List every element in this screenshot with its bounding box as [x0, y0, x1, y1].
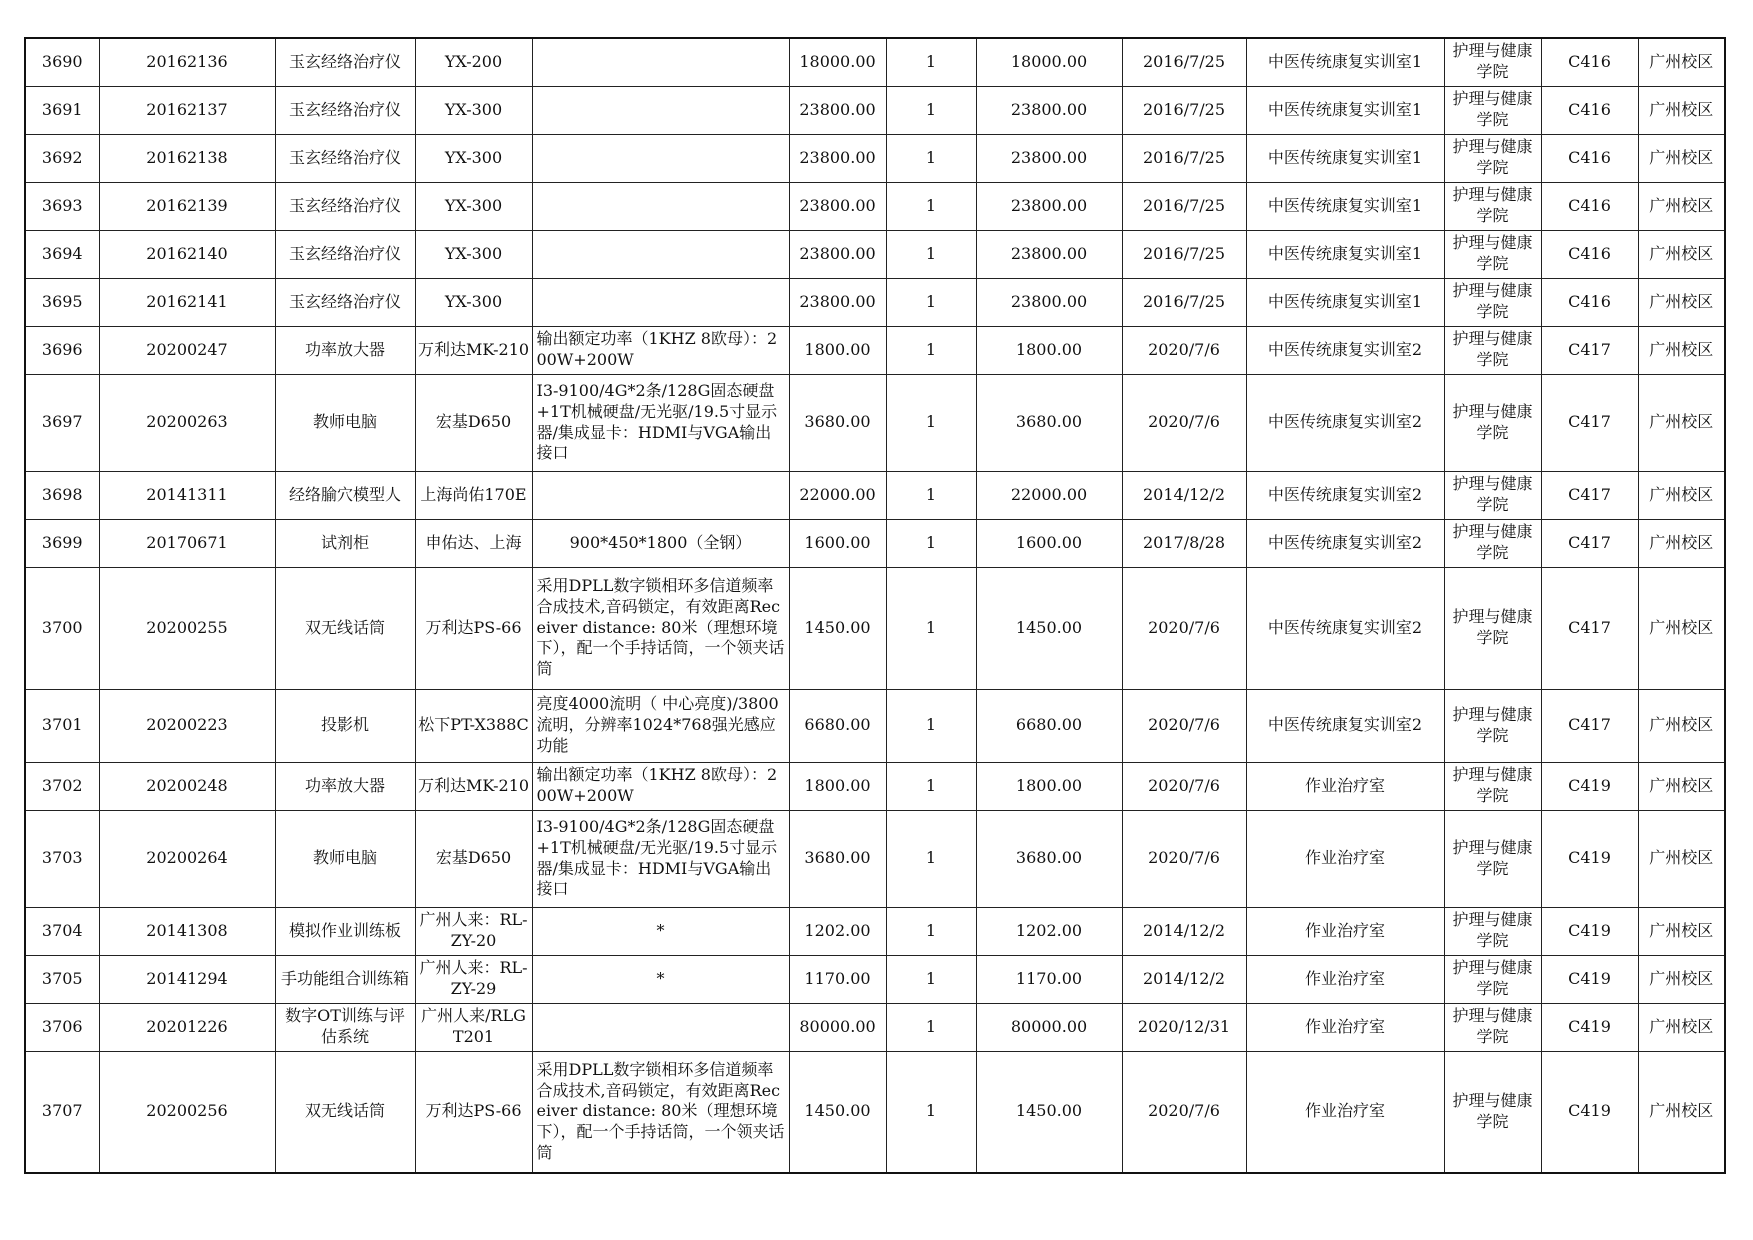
cell-location: C417	[1541, 326, 1638, 374]
equipment-table	[24, 37, 1726, 1174]
cell-asset-code: 20201226	[99, 1003, 275, 1051]
cell-purchase-date: 2014/12/2	[1122, 955, 1246, 1003]
cell-asset-code: 20162141	[99, 278, 275, 326]
cell-department: 护理与健康学院	[1444, 519, 1541, 567]
cell-asset-code: 20162138	[99, 134, 275, 182]
cell-model: 上海尚佑170E	[415, 471, 532, 519]
table-row	[25, 278, 1725, 326]
cell-model: 万利达MK-210	[415, 762, 532, 810]
cell-unit-price: 1202.00	[789, 907, 886, 955]
cell-model: 宏基D650	[415, 374, 532, 471]
cell-purchase-date: 2020/7/6	[1122, 567, 1246, 689]
cell-asset-code: 20170671	[99, 519, 275, 567]
cell-quantity: 1	[886, 955, 976, 1003]
cell-purchase-date: 2020/7/6	[1122, 1051, 1246, 1173]
table-row	[25, 907, 1725, 955]
cell-quantity: 1	[886, 907, 976, 955]
cell-room: 中医传统康复实训室1	[1246, 86, 1444, 134]
cell-campus: 广州校区	[1638, 38, 1725, 86]
cell-unit-price: 3680.00	[789, 810, 886, 907]
cell-campus: 广州校区	[1638, 762, 1725, 810]
cell-room: 中医传统康复实训室2	[1246, 374, 1444, 471]
cell-campus: 广州校区	[1638, 134, 1725, 182]
table-body	[25, 38, 1725, 1173]
cell-department: 护理与健康学院	[1444, 134, 1541, 182]
cell-room: 中医传统康复实训室2	[1246, 519, 1444, 567]
cell-total: 23800.00	[976, 86, 1122, 134]
table-row	[25, 86, 1725, 134]
cell-location: C419	[1541, 1003, 1638, 1051]
cell-asset-code: 20162140	[99, 230, 275, 278]
cell-spec	[532, 278, 789, 326]
cell-quantity: 1	[886, 689, 976, 762]
cell-total: 80000.00	[976, 1003, 1122, 1051]
cell-model: 万利达MK-210	[415, 326, 532, 374]
cell-asset-code: 20141294	[99, 955, 275, 1003]
cell-location: C417	[1541, 519, 1638, 567]
cell-spec: I3-9100/4G*2条/128G固态硬盘+1T机械硬盘/无光驱/19.5寸显示器/集成显卡：HDMI与VGA输出接口	[532, 810, 789, 907]
cell-department: 护理与健康学院	[1444, 907, 1541, 955]
cell-asset-code: 20200264	[99, 810, 275, 907]
cell-quantity: 1	[886, 182, 976, 230]
cell-equipment-name: 功率放大器	[275, 762, 415, 810]
cell-spec: *	[532, 955, 789, 1003]
cell-asset-code: 20200223	[99, 689, 275, 762]
cell-spec	[532, 182, 789, 230]
cell-campus: 广州校区	[1638, 278, 1725, 326]
cell-department: 护理与健康学院	[1444, 230, 1541, 278]
cell-purchase-date: 2016/7/25	[1122, 278, 1246, 326]
cell-spec	[532, 1003, 789, 1051]
cell-spec	[532, 134, 789, 182]
cell-campus: 广州校区	[1638, 567, 1725, 689]
table-row	[25, 1003, 1725, 1051]
cell-spec: 采用DPLL数字锁相环多信道频率合成技术,音码锁定，有效距离Receiver distance: 80米（理想环境下），配一个手持话筒，一个领夹话筒	[532, 1051, 789, 1173]
cell-purchase-date: 2016/7/25	[1122, 182, 1246, 230]
cell-purchase-date: 2014/12/2	[1122, 907, 1246, 955]
cell-no: 3704	[25, 907, 99, 955]
table-row	[25, 1051, 1725, 1173]
cell-location: C417	[1541, 374, 1638, 471]
cell-equipment-name: 玉玄经络治疗仪	[275, 38, 415, 86]
cell-purchase-date: 2017/8/28	[1122, 519, 1246, 567]
cell-equipment-name: 经络腧穴模型人	[275, 471, 415, 519]
cell-no: 3690	[25, 38, 99, 86]
cell-total: 1202.00	[976, 907, 1122, 955]
cell-total: 1800.00	[976, 326, 1122, 374]
cell-no: 3700	[25, 567, 99, 689]
cell-total: 3680.00	[976, 810, 1122, 907]
cell-model: 宏基D650	[415, 810, 532, 907]
cell-location: C416	[1541, 38, 1638, 86]
cell-equipment-name: 手功能组合训练箱	[275, 955, 415, 1003]
cell-department: 护理与健康学院	[1444, 810, 1541, 907]
cell-no: 3699	[25, 519, 99, 567]
cell-unit-price: 1800.00	[789, 762, 886, 810]
cell-campus: 广州校区	[1638, 810, 1725, 907]
cell-quantity: 1	[886, 471, 976, 519]
cell-room: 中医传统康复实训室1	[1246, 230, 1444, 278]
cell-asset-code: 20141308	[99, 907, 275, 955]
cell-equipment-name: 教师电脑	[275, 810, 415, 907]
cell-quantity: 1	[886, 519, 976, 567]
cell-campus: 广州校区	[1638, 230, 1725, 278]
cell-campus: 广州校区	[1638, 955, 1725, 1003]
cell-campus: 广州校区	[1638, 907, 1725, 955]
cell-campus: 广州校区	[1638, 519, 1725, 567]
table-row	[25, 519, 1725, 567]
cell-department: 护理与健康学院	[1444, 326, 1541, 374]
cell-department: 护理与健康学院	[1444, 374, 1541, 471]
cell-no: 3695	[25, 278, 99, 326]
cell-department: 护理与健康学院	[1444, 762, 1541, 810]
cell-purchase-date: 2020/7/6	[1122, 374, 1246, 471]
cell-purchase-date: 2014/12/2	[1122, 471, 1246, 519]
table-row	[25, 689, 1725, 762]
cell-spec: 亮度4000流明（ 中心亮度)/3800流明，分辨率1024*768强光感应功能	[532, 689, 789, 762]
cell-unit-price: 3680.00	[789, 374, 886, 471]
cell-location: C419	[1541, 955, 1638, 1003]
cell-department: 护理与健康学院	[1444, 689, 1541, 762]
cell-no: 3702	[25, 762, 99, 810]
cell-room: 作业治疗室	[1246, 1051, 1444, 1173]
cell-equipment-name: 玉玄经络治疗仪	[275, 86, 415, 134]
cell-equipment-name: 试剂柜	[275, 519, 415, 567]
cell-campus: 广州校区	[1638, 326, 1725, 374]
table-row	[25, 230, 1725, 278]
cell-room: 中医传统康复实训室1	[1246, 278, 1444, 326]
cell-no: 3694	[25, 230, 99, 278]
cell-department: 护理与健康学院	[1444, 1003, 1541, 1051]
cell-department: 护理与健康学院	[1444, 86, 1541, 134]
cell-equipment-name: 数字OT训练与评估系统	[275, 1003, 415, 1051]
cell-no: 3692	[25, 134, 99, 182]
cell-unit-price: 23800.00	[789, 182, 886, 230]
table-row	[25, 326, 1725, 374]
cell-quantity: 1	[886, 1003, 976, 1051]
cell-department: 护理与健康学院	[1444, 567, 1541, 689]
cell-room: 作业治疗室	[1246, 810, 1444, 907]
table-row	[25, 471, 1725, 519]
cell-location: C417	[1541, 471, 1638, 519]
cell-total: 23800.00	[976, 134, 1122, 182]
cell-location: C416	[1541, 230, 1638, 278]
table-row	[25, 567, 1725, 689]
cell-room: 中医传统康复实训室1	[1246, 182, 1444, 230]
table-row	[25, 762, 1725, 810]
cell-asset-code: 20162136	[99, 38, 275, 86]
table-row	[25, 182, 1725, 230]
cell-room: 作业治疗室	[1246, 762, 1444, 810]
cell-total: 23800.00	[976, 278, 1122, 326]
cell-model: YX-300	[415, 86, 532, 134]
cell-no: 3707	[25, 1051, 99, 1173]
cell-spec: 采用DPLL数字锁相环多信道频率合成技术,音码锁定，有效距离Receiver distance: 80米（理想环境下），配一个手持话筒，一个领夹话筒	[532, 567, 789, 689]
cell-spec	[532, 38, 789, 86]
cell-purchase-date: 2016/7/25	[1122, 134, 1246, 182]
cell-purchase-date: 2020/7/6	[1122, 326, 1246, 374]
cell-no: 3691	[25, 86, 99, 134]
cell-location: C419	[1541, 810, 1638, 907]
cell-asset-code: 20162139	[99, 182, 275, 230]
cell-room: 作业治疗室	[1246, 1003, 1444, 1051]
cell-campus: 广州校区	[1638, 182, 1725, 230]
cell-spec: 输出额定功率（1KHZ 8欧母）：200W+200W	[532, 326, 789, 374]
cell-quantity: 1	[886, 134, 976, 182]
cell-unit-price: 6680.00	[789, 689, 886, 762]
cell-model: YX-300	[415, 230, 532, 278]
cell-campus: 广州校区	[1638, 374, 1725, 471]
cell-asset-code: 20162137	[99, 86, 275, 134]
cell-room: 作业治疗室	[1246, 955, 1444, 1003]
cell-location: C417	[1541, 567, 1638, 689]
cell-unit-price: 1800.00	[789, 326, 886, 374]
cell-department: 护理与健康学院	[1444, 38, 1541, 86]
table-row	[25, 810, 1725, 907]
cell-asset-code: 20200255	[99, 567, 275, 689]
cell-model: 松下PT-X388C	[415, 689, 532, 762]
cell-room: 中医传统康复实训室1	[1246, 134, 1444, 182]
cell-location: C416	[1541, 134, 1638, 182]
cell-equipment-name: 玉玄经络治疗仪	[275, 134, 415, 182]
cell-equipment-name: 功率放大器	[275, 326, 415, 374]
cell-total: 1600.00	[976, 519, 1122, 567]
cell-spec	[532, 471, 789, 519]
cell-purchase-date: 2020/12/31	[1122, 1003, 1246, 1051]
cell-campus: 广州校区	[1638, 1003, 1725, 1051]
cell-total: 1450.00	[976, 567, 1122, 689]
cell-quantity: 1	[886, 86, 976, 134]
cell-unit-price: 23800.00	[789, 230, 886, 278]
cell-room: 中医传统康复实训室1	[1246, 38, 1444, 86]
cell-unit-price: 18000.00	[789, 38, 886, 86]
cell-location: C417	[1541, 689, 1638, 762]
cell-spec	[532, 86, 789, 134]
cell-unit-price: 22000.00	[789, 471, 886, 519]
cell-department: 护理与健康学院	[1444, 278, 1541, 326]
cell-room: 中医传统康复实训室2	[1246, 567, 1444, 689]
cell-model: YX-200	[415, 38, 532, 86]
cell-purchase-date: 2016/7/25	[1122, 38, 1246, 86]
cell-equipment-name: 模拟作业训练板	[275, 907, 415, 955]
cell-total: 23800.00	[976, 182, 1122, 230]
cell-purchase-date: 2016/7/25	[1122, 230, 1246, 278]
cell-campus: 广州校区	[1638, 689, 1725, 762]
cell-model: 申佑达、上海	[415, 519, 532, 567]
cell-quantity: 1	[886, 230, 976, 278]
cell-location: C419	[1541, 762, 1638, 810]
cell-total: 1170.00	[976, 955, 1122, 1003]
cell-asset-code: 20200247	[99, 326, 275, 374]
cell-department: 护理与健康学院	[1444, 182, 1541, 230]
cell-asset-code: 20141311	[99, 471, 275, 519]
cell-model: 万利达PS-66	[415, 1051, 532, 1173]
table-row	[25, 374, 1725, 471]
cell-equipment-name: 双无线话筒	[275, 1051, 415, 1173]
cell-equipment-name: 玉玄经络治疗仪	[275, 182, 415, 230]
cell-unit-price: 23800.00	[789, 134, 886, 182]
cell-department: 护理与健康学院	[1444, 471, 1541, 519]
cell-total: 6680.00	[976, 689, 1122, 762]
cell-quantity: 1	[886, 38, 976, 86]
cell-no: 3703	[25, 810, 99, 907]
cell-room: 中医传统康复实训室2	[1246, 471, 1444, 519]
cell-model: YX-300	[415, 134, 532, 182]
cell-equipment-name: 双无线话筒	[275, 567, 415, 689]
cell-location: C416	[1541, 86, 1638, 134]
cell-no: 3701	[25, 689, 99, 762]
cell-asset-code: 20200263	[99, 374, 275, 471]
cell-campus: 广州校区	[1638, 86, 1725, 134]
cell-no: 3697	[25, 374, 99, 471]
cell-campus: 广州校区	[1638, 471, 1725, 519]
cell-quantity: 1	[886, 567, 976, 689]
cell-unit-price: 23800.00	[789, 278, 886, 326]
cell-asset-code: 20200256	[99, 1051, 275, 1173]
cell-total: 23800.00	[976, 230, 1122, 278]
cell-asset-code: 20200248	[99, 762, 275, 810]
cell-spec	[532, 230, 789, 278]
cell-total: 22000.00	[976, 471, 1122, 519]
cell-location: C416	[1541, 182, 1638, 230]
cell-purchase-date: 2016/7/25	[1122, 86, 1246, 134]
cell-quantity: 1	[886, 1051, 976, 1173]
cell-unit-price: 1170.00	[789, 955, 886, 1003]
cell-location: C419	[1541, 1051, 1638, 1173]
cell-quantity: 1	[886, 810, 976, 907]
cell-purchase-date: 2020/7/6	[1122, 810, 1246, 907]
cell-total: 1800.00	[976, 762, 1122, 810]
cell-room: 中医传统康复实训室2	[1246, 689, 1444, 762]
cell-model: 广州人来：RL-ZY-29	[415, 955, 532, 1003]
cell-equipment-name: 玉玄经络治疗仪	[275, 230, 415, 278]
cell-campus: 广州校区	[1638, 1051, 1725, 1173]
cell-quantity: 1	[886, 374, 976, 471]
cell-no: 3705	[25, 955, 99, 1003]
cell-equipment-name: 玉玄经络治疗仪	[275, 278, 415, 326]
cell-model: 广州人来/RLGT201	[415, 1003, 532, 1051]
table-row	[25, 38, 1725, 86]
cell-no: 3696	[25, 326, 99, 374]
cell-model: YX-300	[415, 182, 532, 230]
cell-location: C419	[1541, 907, 1638, 955]
cell-no: 3693	[25, 182, 99, 230]
cell-no: 3706	[25, 1003, 99, 1051]
cell-equipment-name: 投影机	[275, 689, 415, 762]
cell-no: 3698	[25, 471, 99, 519]
cell-model: 广州人来：RL-ZY-20	[415, 907, 532, 955]
cell-total: 1450.00	[976, 1051, 1122, 1173]
cell-spec: I3-9100/4G*2条/128G固态硬盘+1T机械硬盘/无光驱/19.5寸显示器/集成显卡：HDMI与VGA输出接口	[532, 374, 789, 471]
cell-purchase-date: 2020/7/6	[1122, 689, 1246, 762]
cell-spec: 输出额定功率（1KHZ 8欧母）：200W+200W	[532, 762, 789, 810]
cell-quantity: 1	[886, 326, 976, 374]
table-row	[25, 955, 1725, 1003]
cell-room: 中医传统康复实训室2	[1246, 326, 1444, 374]
table-row	[25, 134, 1725, 182]
cell-location: C416	[1541, 278, 1638, 326]
cell-total: 3680.00	[976, 374, 1122, 471]
cell-department: 护理与健康学院	[1444, 955, 1541, 1003]
cell-unit-price: 23800.00	[789, 86, 886, 134]
cell-room: 作业治疗室	[1246, 907, 1444, 955]
cell-spec: 900*450*1800（全钢）	[532, 519, 789, 567]
cell-quantity: 1	[886, 278, 976, 326]
cell-unit-price: 1600.00	[789, 519, 886, 567]
cell-model: YX-300	[415, 278, 532, 326]
cell-model: 万利达PS-66	[415, 567, 532, 689]
cell-total: 18000.00	[976, 38, 1122, 86]
cell-spec: *	[532, 907, 789, 955]
cell-quantity: 1	[886, 762, 976, 810]
cell-purchase-date: 2020/7/6	[1122, 762, 1246, 810]
cell-department: 护理与健康学院	[1444, 1051, 1541, 1173]
cell-unit-price: 1450.00	[789, 567, 886, 689]
cell-unit-price: 80000.00	[789, 1003, 886, 1051]
cell-unit-price: 1450.00	[789, 1051, 886, 1173]
cell-equipment-name: 教师电脑	[275, 374, 415, 471]
